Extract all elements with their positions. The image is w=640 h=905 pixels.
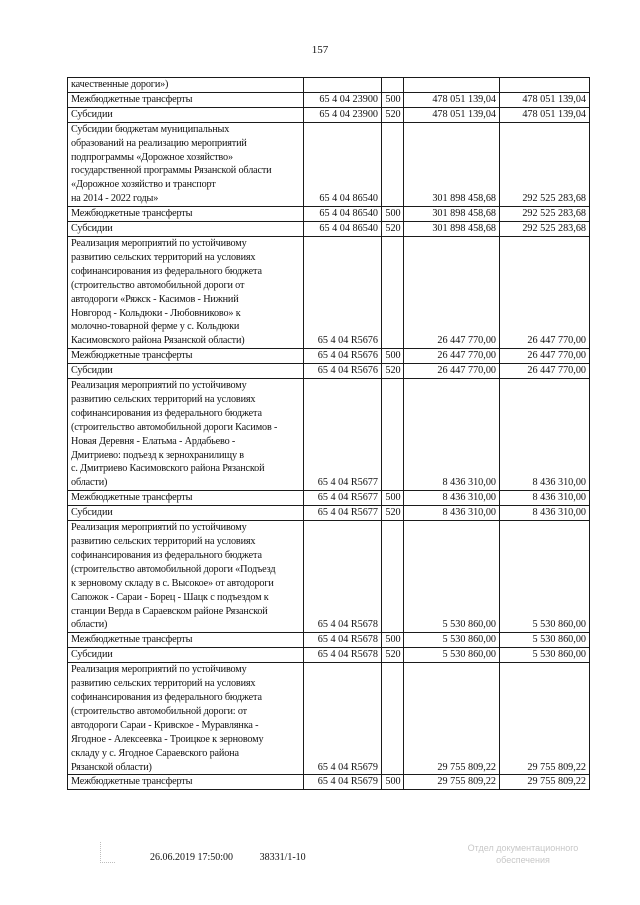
row-sum-2021: 292 525 283,68 — [500, 222, 590, 237]
row-expense-type: 520 — [382, 107, 404, 122]
row-code: 65 4 04 R5677 — [304, 491, 382, 506]
footer-timestamp: 26.06.2019 17:50:00 — [150, 852, 234, 863]
row-code: 65 4 04 86540 — [304, 122, 382, 206]
row-expense-type — [382, 122, 404, 206]
row-sum-2021: 26 447 770,00 — [500, 364, 590, 379]
table-row — [68, 648, 590, 663]
row-name: качественные дороги») — [68, 78, 304, 93]
row-code: 65 4 04 R5679 — [304, 775, 382, 790]
row-code: 65 4 04 86540 — [304, 207, 382, 222]
row-sum-2020: 8 436 310,00 — [404, 379, 500, 491]
table-row — [68, 379, 590, 491]
table-row — [68, 633, 590, 648]
table-row — [68, 521, 590, 633]
row-name: Реализация мероприятий по устойчивому развитию сельских территорий на условиях софинансирования из федерального бюджета (строительство автомобильной дороги «Подъезд к зерновому складу в с. Высокое» от автодороги Сапожок - Сараи - Борец - Шацк с подъездом к станции Верда в Сараевском районе Рязанской области) — [68, 521, 304, 633]
row-code — [304, 78, 382, 93]
page-number: 157 — [311, 44, 329, 56]
row-sum-2021: 29 755 809,22 — [500, 775, 590, 790]
row-expense-type: 520 — [382, 648, 404, 663]
row-name: Межбюджетные трансферты — [68, 633, 304, 648]
registration-stamp: Отдел документационного обеспечения — [467, 843, 579, 865]
table-row — [68, 92, 590, 107]
row-name: Межбюджетные трансферты — [68, 349, 304, 364]
row-expense-type — [382, 663, 404, 775]
row-sum-2021 — [500, 78, 590, 93]
row-sum-2020: 26 447 770,00 — [404, 364, 500, 379]
row-name: Межбюджетные трансферты — [68, 775, 304, 790]
row-sum-2020: 301 898 458,68 — [404, 207, 500, 222]
row-sum-2021: 5 530 860,00 — [500, 521, 590, 633]
row-sum-2020: 5 530 860,00 — [404, 648, 500, 663]
row-name: Субсидии бюджетам муниципальных образований на реализацию мероприятий подпрограммы «Дорожное хозяйство» государственной программы Рязанской области «Дорожное хозяйство и транспорт на 2014 - 2022 годы» — [68, 122, 304, 206]
row-name: Реализация мероприятий по устойчивому развитию сельских территорий на условиях софинансирования из федерального бюджета (строительство автомобильной дороги Касимов - Новая Деревня - Елатьма - Ардабьево - Дмитриево: подъезд к зернохранилищу в с. Дмитриево Касимовского района Рязанской области) — [68, 379, 304, 491]
table-row — [68, 663, 590, 775]
table-row — [68, 491, 590, 506]
table-row — [68, 236, 590, 348]
table-row — [68, 78, 590, 93]
row-code: 65 4 04 R5676 — [304, 349, 382, 364]
row-name: Субсидии — [68, 506, 304, 521]
footer-doc-number: 38331/1-10 — [259, 852, 306, 863]
row-expense-type: 500 — [382, 775, 404, 790]
budget-table — [67, 77, 590, 790]
row-code: 65 4 04 23900 — [304, 107, 382, 122]
row-sum-2020: 478 051 139,04 — [404, 107, 500, 122]
row-expense-type: 500 — [382, 207, 404, 222]
row-sum-2020: 29 755 809,22 — [404, 663, 500, 775]
row-expense-type — [382, 379, 404, 491]
row-sum-2021: 292 525 283,68 — [500, 207, 590, 222]
row-expense-type — [382, 78, 404, 93]
row-name: Субсидии — [68, 648, 304, 663]
table-row — [68, 207, 590, 222]
row-code: 65 4 04 R5678 — [304, 648, 382, 663]
row-code: 65 4 04 R5677 — [304, 379, 382, 491]
row-name: Субсидии — [68, 364, 304, 379]
row-name: Межбюджетные трансферты — [68, 92, 304, 107]
row-sum-2021: 5 530 860,00 — [500, 648, 590, 663]
row-sum-2020: 26 447 770,00 — [404, 236, 500, 348]
row-sum-2021: 8 436 310,00 — [500, 506, 590, 521]
row-expense-type — [382, 236, 404, 348]
row-expense-type: 520 — [382, 222, 404, 237]
row-sum-2021: 29 755 809,22 — [500, 663, 590, 775]
row-expense-type: 520 — [382, 506, 404, 521]
row-sum-2021: 5 530 860,00 — [500, 633, 590, 648]
row-sum-2020: 301 898 458,68 — [404, 222, 500, 237]
row-code: 65 4 04 86540 — [304, 222, 382, 237]
table-body — [68, 78, 590, 790]
row-code: 65 4 04 R5678 — [304, 633, 382, 648]
row-name: Субсидии — [68, 107, 304, 122]
table-row — [68, 364, 590, 379]
table-row — [68, 506, 590, 521]
row-code: 65 4 04 R5678 — [304, 521, 382, 633]
row-name: Межбюджетные трансферты — [68, 207, 304, 222]
row-code: 65 4 04 R5676 — [304, 236, 382, 348]
row-code: 65 4 04 R5676 — [304, 364, 382, 379]
row-name: Межбюджетные трансферты — [68, 491, 304, 506]
row-expense-type: 500 — [382, 349, 404, 364]
table-row — [68, 349, 590, 364]
row-name: Реализация мероприятий по устойчивому развитию сельских территорий на условиях софинансирования из федерального бюджета (строительство автомобильной дороги: от автодороги Сараи - Кривское - Муравлянка - Ягодное - Алексеевка - Троицкое к зерновому складу у с. Ягодное Сараевского района Рязанской области) — [68, 663, 304, 775]
row-code: 65 4 04 R5679 — [304, 663, 382, 775]
row-code: 65 4 04 R5677 — [304, 506, 382, 521]
row-sum-2020: 29 755 809,22 — [404, 775, 500, 790]
row-sum-2021: 26 447 770,00 — [500, 236, 590, 348]
row-sum-2020: 8 436 310,00 — [404, 491, 500, 506]
scan-mark — [100, 842, 115, 863]
row-sum-2021: 8 436 310,00 — [500, 491, 590, 506]
row-sum-2020: 478 051 139,04 — [404, 92, 500, 107]
row-sum-2020: 5 530 860,00 — [404, 521, 500, 633]
row-sum-2020: 8 436 310,00 — [404, 506, 500, 521]
table-row — [68, 107, 590, 122]
row-sum-2021: 26 447 770,00 — [500, 349, 590, 364]
row-sum-2021: 292 525 283,68 — [500, 122, 590, 206]
row-expense-type — [382, 521, 404, 633]
row-expense-type: 500 — [382, 633, 404, 648]
footer — [150, 852, 330, 863]
row-sum-2020 — [404, 78, 500, 93]
row-code: 65 4 04 23900 — [304, 92, 382, 107]
row-expense-type: 500 — [382, 491, 404, 506]
row-expense-type: 500 — [382, 92, 404, 107]
row-name: Субсидии — [68, 222, 304, 237]
row-sum-2020: 26 447 770,00 — [404, 349, 500, 364]
table-row — [68, 775, 590, 790]
row-sum-2021: 478 051 139,04 — [500, 92, 590, 107]
row-sum-2021: 8 436 310,00 — [500, 379, 590, 491]
row-sum-2021: 478 051 139,04 — [500, 107, 590, 122]
row-sum-2020: 5 530 860,00 — [404, 633, 500, 648]
row-expense-type: 520 — [382, 364, 404, 379]
row-sum-2020: 301 898 458,68 — [404, 122, 500, 206]
row-name: Реализация мероприятий по устойчивому развитию сельских территорий на условиях софинансирования из федерального бюджета (строительство автомобильной дороги от автодороги «Ряжск - Касимов - Нижний Новгород - Кольдюки - Любовниково» к молочно-товарной ферме у с. Кольдюки Касимовского района Рязанской области) — [68, 236, 304, 348]
table-row — [68, 222, 590, 237]
table-row — [68, 122, 590, 206]
